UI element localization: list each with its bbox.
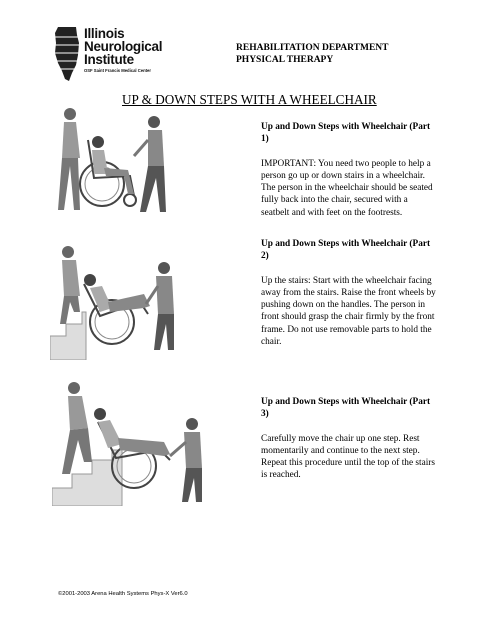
- section-body: Up the stairs: Start with the wheelchair facing away from the stairs. Raise the front wheels by pushing down on the handles. The person in front should grasp the chair firmly by the front frame. Do not use removable parts to hold the chair.: [261, 275, 436, 348]
- illustration-part-1: [50, 100, 190, 228]
- department-name: REHABILITATION DEPARTMENT: [236, 43, 389, 53]
- illustration-part-2: [50, 240, 200, 360]
- logo-line-3: Institute: [84, 52, 134, 67]
- institute-logo: [52, 25, 187, 83]
- logo-line-1: Illinois: [84, 26, 125, 41]
- logo-line-2: Neurological: [84, 39, 163, 54]
- illustration-part-3: [52, 378, 212, 506]
- section-body: Carefully move the chair up one step. Rest momentarily and continue to the next step. Repeat this procedure until the top of the stairs is reached.: [261, 433, 436, 481]
- logo-subtitle: OSF Saint Francis Medical Center: [84, 68, 152, 73]
- section-part-3: [261, 396, 436, 482]
- department-header: [236, 42, 388, 66]
- illinois-map-icon: [52, 25, 82, 83]
- section-part-1: [261, 121, 436, 219]
- copyright-footer: ©2001-2003 Arena Health Systems Phys-X Ver6.0: [58, 591, 188, 597]
- section-part-2: [261, 238, 436, 348]
- section-heading: Up and Down Steps with Wheelchair (Part 2): [261, 239, 431, 262]
- subdepartment-name: PHYSICAL THERAPY: [236, 55, 334, 65]
- section-heading: Up and Down Steps with Wheelchair (Part 1): [261, 122, 431, 145]
- page-title: UP & DOWN STEPS WITH A WHEELCHAIR: [122, 92, 377, 107]
- section-body: IMPORTANT: You need two people to help a person go up or down stairs in a wheelchair. The person in the wheelchair should be seated fully back into the chair, secured with a seatbelt and with feet on the footrests.: [261, 158, 433, 218]
- section-heading: Up and Down Steps with Wheelchair (Part 3): [261, 397, 431, 420]
